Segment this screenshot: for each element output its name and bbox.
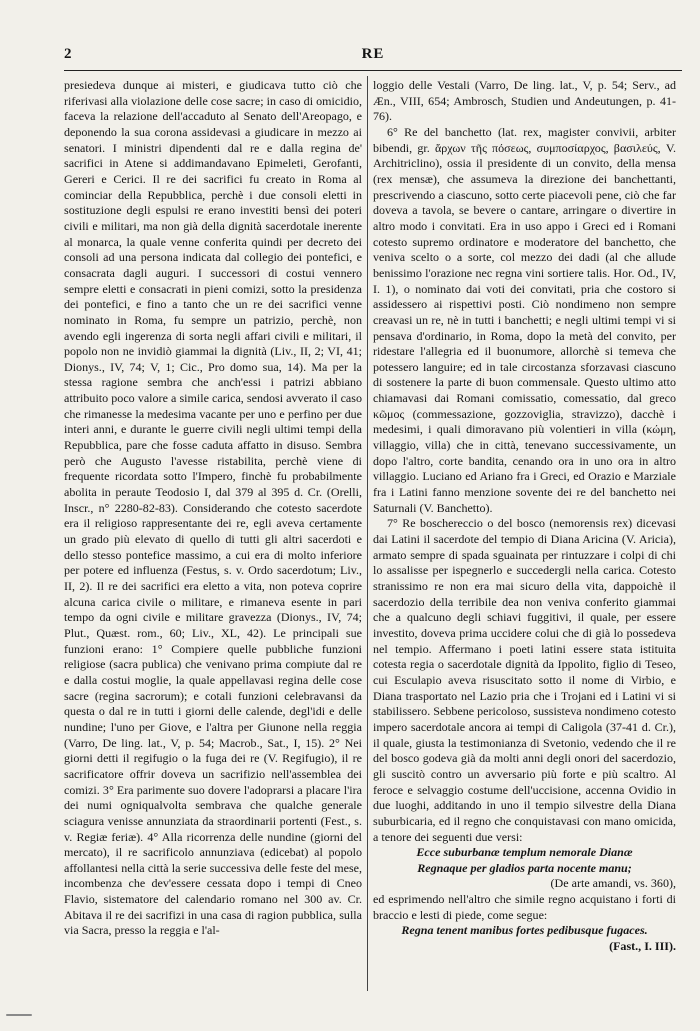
paragraph-continuation: ed esprimendo nell'altro che simile regno acquistano i forti di braccio e lesti di piede, come segue: xyxy=(373,892,676,922)
verse-citation: (Fast., I. III). xyxy=(609,939,676,954)
scan-artifact xyxy=(6,1014,32,1016)
paragraph-re-del-bosco: 7° Re boschereccio o del bosco (nemorensis rex) dicevasi dai Latini il sacerdote del tempio di Diana Aricina (V. Aricia), armato sempre di spada sguainata per rintuzzare i colpi di chi lo assalisse per ispegnerlo e succedergli nella carica. Cotesto stranissimo re non era mai sicuro della vita, dappoichè il sacerdozio della terribile dea non veniva conferito giammai che a qualcuno degli schiavi fuggitivi, il quale, per essere investito, doveva prima uccidere colui che di già lo possedeva nel tempio. Affermano i poeti latini essere stata istituita cotesta regia o sacerdotale dignità da Ippolito, figlio di Teseo, cui Esculapio aveva risuscitato sotto il nome di Virbio, e Diana trasportato nel Lazio pria che i Trojani ed i Latini vi si stabilissero. Sebbene pericoloso, sussisteva nondimeno cotesto impero sacerdotale ancora ai tempi di Caligola (37-41 d. Cr.), il quale, giusta la testimonianza di Svetonio, vedendo che il re del bosco godeva già da molti anni degli onori del sacerdozio, gli suscitò contro un avversario più forte e più scaltro. Al feroce e selvaggio costume dell'uccisione, accenna Ovidio in due luoghi, additando in uno il tempio silvestre della Diana suburbicaria, ed il regno che conquistavasi con mano omicida, a tenore dei seguenti due versi: xyxy=(373,516,676,844)
paragraph-re-del-banchetto: 6° Re del banchetto (lat. rex, magister convivii, arbiter bibendi, gr. ἄρχων τῆς πόσεως, συμποσίαρχος, βασιλεύς, V. Architriclino), ossia il presidente di un convito, della mensa (rex mensæ), che assumeva la direzione dei banchettanti, prescrivendo a ciascuno, sotto certe piacevoli pene, ciò che far doveva a tavola, se bevere o cantare, arringare o divertire in altro modo i convitati. Era in uso appo i Greci ed i Romani cotesto supremo ordinatore e moderatore del banchetto, che veniva scelto o a sorte, col mezzo dei dadi (al che allude benissimo l'orazione nec regna vini sortiere talis. Hor. Od., IV, I. 1), o nominato dai voti dei convitati, pria che costoro si assidessero ai rispettivi posti. Ciò nondimeno non sempre creavasi un re, nè in tutti i banchetti; e negli ultimi tempi vi si pensava d'ordinario, in Roma, dopo la metà del convito, per ridestare l'allegria ed il buonumore, allorchè si temeva che potessero languire; ed in tale circostanza sforzavasi ciascuno di sostenere la parte di buon commensale. Questo ultimo atto chiamavasi dai Romani comissatio, comessatio, dal greco κῶμος (commessazione, gozzoviglia, stravizzo), dacchè i medesimi, i quali dimoravano più volentieri in villa (κώμη, villaggio, villa) che in città, tenevano successivamente, un dopo l'altro, corte bandita, cenando ora in uno ora in altro villaggio. Luciano ed Ariano fra i Greci, ed Orazio e Marziale fra i Latini fanno menzione sovente dei re del banchetto nei Saturnali (V. Banchetto). xyxy=(373,124,676,515)
right-column xyxy=(373,78,676,1023)
paragraph-vestali: loggio delle Vestali (Varro, De ling. lat., V, p. 54; Serv., ad Æn., VIII, 654; Ambrosch, Studien und Andeutungen, p. 41-76). xyxy=(373,78,676,124)
verse-line: Ecce suburbanæ templum nemorale Dianæ xyxy=(416,845,633,860)
running-head: RE xyxy=(361,46,385,62)
verse-line: Regna tenent manibus fortes pedibusque fugaces. xyxy=(401,923,648,938)
page-number: 2 xyxy=(64,46,72,62)
header-rule xyxy=(64,70,682,71)
verse-line: Regnaque per gladios parta nocente manu; xyxy=(417,860,632,875)
column-divider xyxy=(367,76,368,991)
left-column-text: presiedeva dunque ai misteri, e giudicava tutto ciò che riferivasi alla violazione delle cose sacre; in caso di omicidio, faceva la relazione dell'accaduto al Senato dell'Areopago, e deponendo la sua corona assidevasi a giudicare in mezzo ai senatori. I ministri dipendenti dal re e dalla regina de' sacrifici in Atene si addimandavano Epimeleti, Gerofanti, Gereri e Cerici. Il re dei sacrifici fu creato in Roma al cominciar della Repubblica, perchè i due consoli eletti in sostituzione degli espulsi re erano investiti bensì dei poteri civili e militari, ma non già della dignità sacerdotale inerente al monarca, la quale venne conferita quindi per decreto dei consoli ad una persona indicata dal collegio dei pontefici, e consacrata dagli auguri. I successori di costui vennero sempre eletti e consacrati in pieni comizi, sotto la presidenza dei pontefici, e fino a tanto che un re dei sacrifici venne nominato in Roma, fu sempre un patrizio, perchè, non avendo egli ingerenza di sorta negli affari civili e militari, il popolo non ne invidiò giammai la dignità (Liv., II, 2; VI, 41; Dionys., IV, 74; V, 1; Cic., Pro domo sua, 14). Ma per la stessa ragione sembra che anch'essi i patrizi abbiano attribuito poco valore a simile carica, sendosi avverato il caso che rimanesse la medesima vacante per uno e perfino per due interi anni, e durante le guerre civili negli ultimi tempi della Repubblica, pare che fosse caduta affatto in disuso. Sembra però che Augusto l'avesse ristabilita, perchè viene di frequente ricordata sotto l'Impero, finchè fu probabilmente abolita in peraute Teodosio I, dal 379 al 395 d. Cr. (Orelli, Inscr., n° 2280-82-83). Considerando che cotesto sacerdote era il religioso rappresentante dei re, egli aveva certamente un grado più elevato di quello di tutti gli altri sacerdoti e dello stesso pontefice massimo, a cui era di molto inferiore per potere ed influenza (Festus, s. v. Ordo sacerdotum; Liv., II, 2). Il re dei sacrifici era eletto a vita, non poteva coprire alcuna carica civile o militare, e rimaneva esente in pari tempo da ogni civile e militare gravezza (Dionys., IV, 74; Plut., Quæst. rom., 60; Liv., XL, 42). Le principali sue funzioni erano: 1° Compiere quelle pubbliche funzioni religiose (sacra publica) che venivano prima compiute dal re e dalla costui moglie, la quale appellavasi regina delle cose sacre (regina sacrorum); e cotali funzioni celebravansi da questa o dal re in tutti i giorni delle calende, degl'idi e delle nundine; l'uno per Giove, e l'altra per Giunone nella reggia (Varro, De ling. lat., V, p. 54; Macrob., Sat., I, 15). 2° Nei giorni detti il regifugio o la fuga dei re (V. Regifugio), il re sacrificatore offrir doveva un sacrifizio nell'assemblea dei comizi. 3° Era parimente suo dovere l'adoprarsi a placare l'ira dei numi ogniqualvolta sembrava che qualche generale sciagura venisse annunziata da straordinarii portenti (Fest., s. v. Regiæ feriæ). 4° Alla ricorrenza delle nundine (giorni del mercato), il re sacrificolo annunziava (edicebat) al popolo affollantesi nella città la serie successiva delle feste del mese, incombenza che dev'essere cessata dopo i tempi di Cneo Flavio, sistematore del calendario romano nel 300 av. Cr. Abitava il re dei sacrifizi in una casa di ragion pubblica, sulla via Sacra, presso la reggia e l'al- xyxy=(64,78,362,938)
verse-citation: (De arte amandi, vs. 360), xyxy=(550,876,676,891)
left-column xyxy=(64,78,362,1023)
page-header xyxy=(64,46,682,66)
